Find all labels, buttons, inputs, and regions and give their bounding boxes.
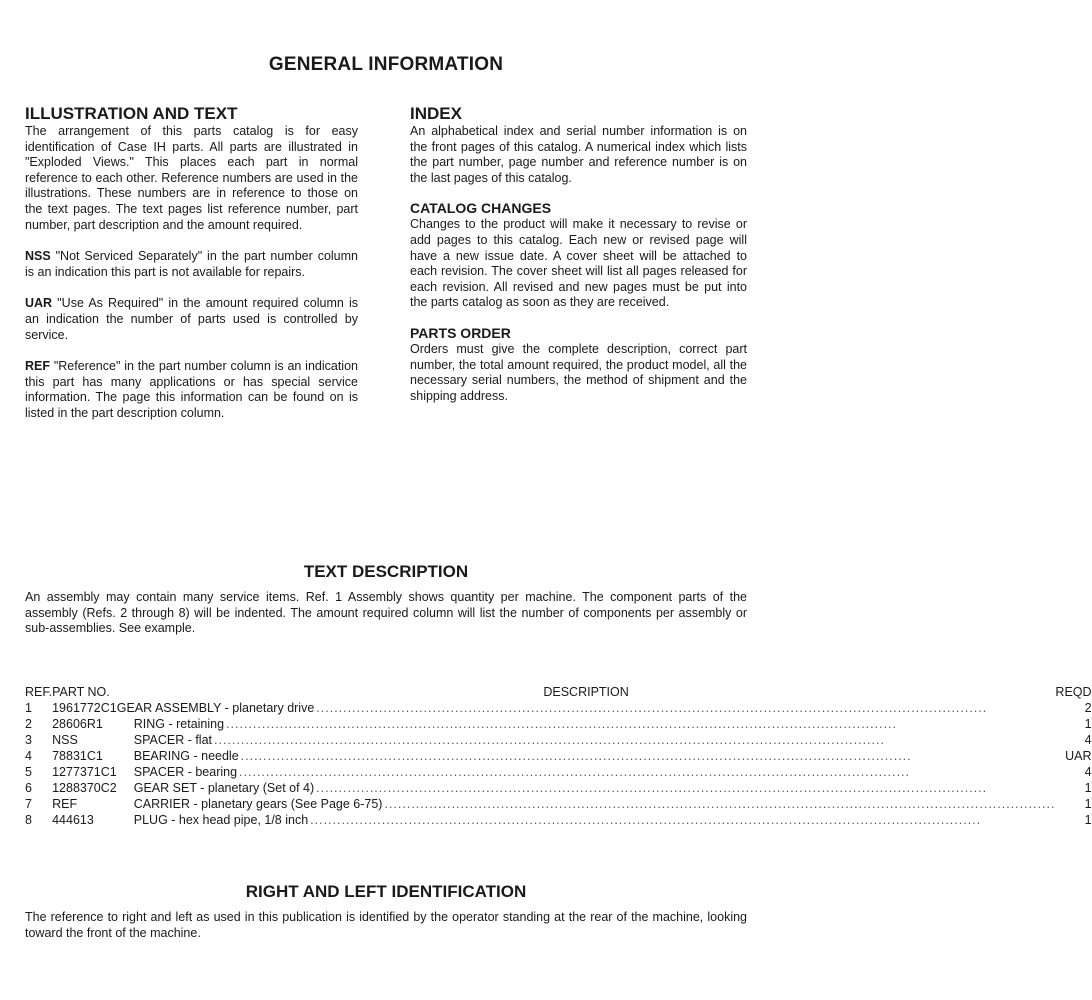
row-qty: 2 [1084,701,1092,715]
dot-leader [214,732,1055,748]
right-left-text: The reference to right and left as used in this publication is identified by the operator standing at the rear of the machine, looking toward the front of the machine. [25,910,747,940]
ref-text: "Reference" in the part number column is an indication this part has many applications or has special service information. The page this information can be found on is listed in the part description column. [25,359,358,420]
row-part-number: NSS [52,733,78,747]
col-header-reqd: REQD [1055,685,1092,699]
dot-leader [241,748,1056,764]
row-part-number: 28606R1 [52,717,103,731]
nss-term: NSS [25,249,51,264]
row-qty: 1 [1084,797,1092,811]
row-qty: 1 [1084,781,1092,795]
left-column [25,104,358,422]
row-description: SPACER - bearing [133,765,238,779]
row-qty: 1 [1084,717,1092,731]
table-row [25,812,1092,828]
table-row [25,732,1092,748]
text-description-heading: TEXT DESCRIPTION [303,562,469,581]
col-header-description: DESCRIPTION [543,685,629,699]
col-header-part: PART NO. [52,685,110,699]
row-part-number: 1961772C1 [52,701,117,715]
index-text: An alphabetical index and serial number information is on the front pages of this catalog. A numerical index which lists the part number, page number and reference number is on the last pages of this catalog. [410,124,747,185]
row-part-number: 1288370C2 [52,781,117,795]
table-row [25,716,1092,732]
dot-leader [226,716,1055,732]
row-description: BEARING - needle [133,749,239,763]
ref-term: REF [25,359,50,374]
dot-leader [316,700,1055,716]
row-description: CARRIER - planetary gears (See Page 6-75) [133,797,383,811]
illustration-text: The arrangement of this parts catalog is for easy identification of Case IH parts. All parts are illustrated in "Exploded Views." This places each part in normal reference to each other. Reference numbers are used in the illustrations. These numbers are in reference to those on the text pages. The text pages list reference number, part number, part description and the amount required. [25,124,358,232]
row-ref: 8 [25,813,32,827]
row-part-number: 78831C1 [52,749,103,763]
uar-text: "Use As Required" in the amount required column is an indication the number of parts used is controlled by service. [25,296,358,342]
nss-definition [25,249,358,280]
dot-leader [384,796,1055,812]
text-description-text: An assembly may contain many service items. Ref. 1 Assembly shows quantity per machine. The component parts of the assembly (Refs. 2 through 8) will be indented. The amount required column will list the number of components per assembly or sub-assemblies. See example. [25,590,747,636]
row-description: GEAR ASSEMBLY - planetary drive [116,701,315,715]
example-parts-table [25,684,1092,828]
catalog-changes-heading: CATALOG CHANGES [410,200,552,217]
uar-definition [25,296,358,343]
illustration-heading: ILLUSTRATION AND TEXT [25,104,238,123]
uar-term: UAR [25,296,53,311]
table-header-row [25,684,1092,700]
table-row [25,780,1092,796]
row-ref: 3 [25,733,32,747]
row-part-number: 1277371C1 [52,765,117,779]
row-ref: 2 [25,717,32,731]
page-title: GENERAL INFORMATION [268,54,504,75]
row-ref: 4 [25,749,32,763]
index-heading: INDEX [410,104,462,123]
ref-definition [25,359,358,421]
row-qty: 1 [1084,813,1092,827]
row-description: RING - retaining [133,717,225,731]
dot-leader [239,764,1055,780]
row-qty: 4 [1084,765,1092,779]
nss-text: "Not Serviced Separately" in the part number column is an indication this part is not available for repairs. [25,249,358,279]
row-qty: UAR [1065,749,1092,763]
row-ref: 7 [25,797,32,811]
table-row [25,700,1092,716]
row-description: GEAR SET - planetary (Set of 4) [133,781,315,795]
row-description: PLUG - hex head pipe, 1/8 inch [133,813,309,827]
row-ref: 6 [25,781,32,795]
table-row [25,796,1092,812]
row-ref: 5 [25,765,32,779]
row-qty: 4 [1084,733,1092,747]
catalog-changes-text: Changes to the product will make it necessary to revise or add pages to this catalog. Each new or revised page will have a new issue date. A cover sheet will be attached to each revision. The cover sheet will list all pages released for each revision. All revised and new pages must be put into the parts catalog as soon as they are received. [410,217,747,310]
row-ref: 1 [25,701,32,715]
table-row [25,764,1092,780]
table-row [25,748,1092,764]
row-part-number: 444613 [52,813,94,827]
row-part-number: REF [52,797,78,811]
dot-leader [310,812,1055,828]
col-header-ref: REF. [25,685,53,699]
row-description: SPACER - flat [133,733,213,747]
parts-order-heading: PARTS ORDER [410,324,511,341]
right-column [410,104,747,404]
parts-order-text: Orders must give the complete description, correct part number, the total amount required, the product model, all the necessary serial numbers, the method of shipment and the shipping address. [410,341,747,403]
right-left-heading: RIGHT AND LEFT IDENTIFICATION [245,882,527,901]
dot-leader [316,780,1055,796]
